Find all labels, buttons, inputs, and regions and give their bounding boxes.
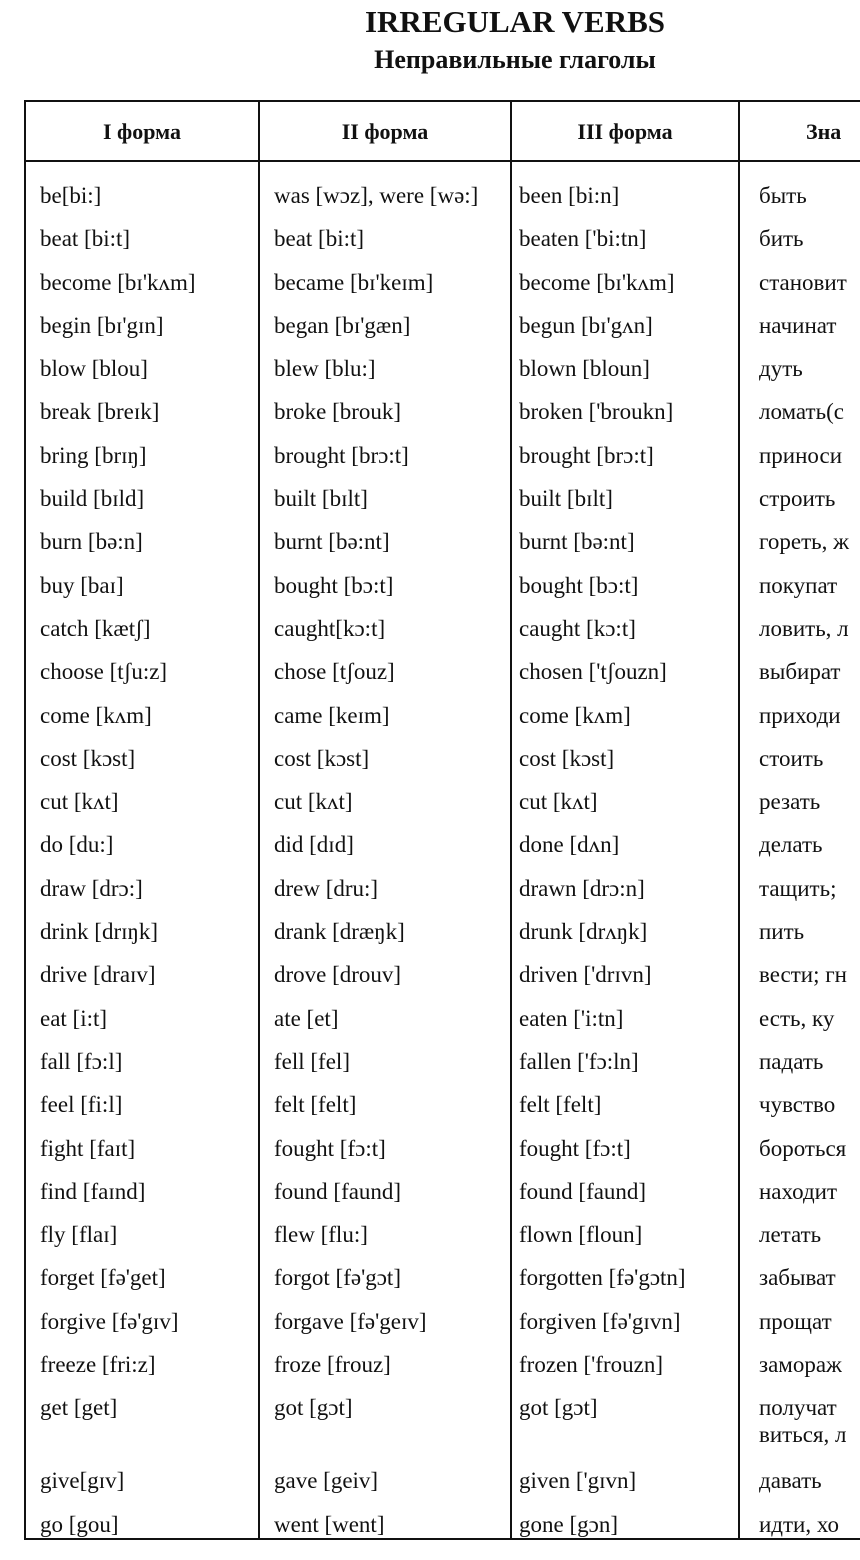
cell-form-2: became [bɪ'keɪm]	[274, 269, 434, 295]
cell-form-2: was [wɔz], were [wə:]	[274, 183, 479, 208]
table-row	[26, 1244, 860, 1291]
table-row	[26, 205, 860, 252]
cell-form-1: begin [bɪ'gɪn]	[40, 312, 164, 338]
page-title: IRREGULAR VERBS	[364, 4, 666, 39]
cell-form-3: found [faund]	[519, 1178, 647, 1204]
cell-meaning: делать	[759, 832, 823, 858]
cell-meaning: забыват	[759, 1265, 836, 1291]
cell-form-1: get [get]	[40, 1395, 118, 1421]
table-row	[26, 1201, 860, 1248]
cell-form-3: come [kʌm]	[519, 702, 631, 728]
table-row	[26, 1331, 860, 1378]
table-row	[26, 465, 860, 512]
cell-form-3: beaten ['bi:tn]	[519, 226, 647, 252]
cell-form-2: did [dɪd]	[274, 832, 354, 858]
cell-form-3: got [gɔt]	[519, 1395, 598, 1421]
cell-form-1: build [bɪld]	[40, 486, 145, 512]
cell-form-2: caught[kɔ:t]	[274, 615, 386, 641]
table-row	[26, 898, 860, 945]
table-row	[26, 1491, 860, 1537]
table-body	[26, 162, 860, 1537]
table-row	[26, 1158, 860, 1204]
cell-form-2: beat [bi:t]	[274, 226, 365, 252]
cell-form-1: give[gɪv]	[40, 1468, 125, 1494]
table-row	[26, 595, 860, 641]
cell-meaning: падать	[759, 1048, 824, 1074]
cell-form-3: broken ['broukn]	[519, 399, 674, 425]
cell-form-3: forgiven [fə'gɪvn]	[519, 1308, 681, 1334]
cell-form-1: find [faɪnd]	[40, 1178, 146, 1204]
cell-form-3: driven ['drɪvn]	[519, 962, 652, 988]
cell-form-2: built [bɪlt]	[274, 486, 368, 512]
table-row	[26, 1447, 860, 1494]
cell-form-3: gone [gɔn]	[519, 1511, 618, 1537]
cell-meaning: замораж	[759, 1352, 842, 1378]
cell-meaning: начинат	[759, 312, 837, 338]
cell-meaning: ловить, л	[759, 615, 849, 641]
cell-form-2: chose [tʃouz]	[274, 659, 395, 685]
cell-meaning: чувство	[759, 1092, 836, 1118]
column-header-form-1: I форма	[102, 119, 182, 144]
cell-form-1: be[bi:]	[40, 183, 102, 208]
cell-form-2: cost [kɔst]	[274, 745, 370, 771]
cell-meaning: стоить	[759, 745, 824, 771]
cell-form-2: forgot [fə'gɔt]	[274, 1265, 401, 1291]
table-row	[26, 249, 860, 295]
cell-meaning: находит	[759, 1178, 838, 1204]
cell-form-1: eat [i:t]	[40, 1005, 108, 1031]
cell-meaning: выбират	[759, 659, 841, 685]
page-subtitle: Неправильные глаголы	[374, 45, 656, 74]
cell-meaning: давать	[759, 1468, 822, 1494]
cell-form-1: feel [fi:l]	[40, 1092, 123, 1118]
cell-form-1: go [gou]	[40, 1511, 119, 1537]
cell-form-1: do [du:]	[40, 832, 114, 858]
cell-form-1: fall [fɔ:l]	[40, 1048, 123, 1074]
table-row	[26, 1288, 860, 1334]
cell-form-1: choose [tʃu:z]	[40, 659, 168, 685]
cell-form-1: forgive [fə'gɪv]	[40, 1308, 179, 1334]
cell-form-2: began [bɪ'gæn]	[274, 312, 411, 338]
cell-meaning: строить	[759, 486, 836, 512]
table-row	[26, 335, 860, 382]
cell-form-3: cost [kɔst]	[519, 745, 615, 771]
table-row	[26, 1028, 860, 1074]
cell-form-2: drove [drouv]	[274, 962, 402, 988]
cell-form-1: buy [baɪ]	[40, 572, 124, 598]
cell-form-1: drive [draɪv]	[40, 962, 156, 988]
table-row	[26, 1374, 860, 1447]
cell-form-3: brought [brɔ:t]	[519, 442, 654, 468]
cell-form-1: forget [fə'get]	[40, 1265, 166, 1291]
table-row	[26, 292, 860, 338]
cell-meaning: бить	[759, 226, 804, 252]
cell-form-2: cut [kʌt]	[274, 789, 353, 815]
cell-form-3: begun [bɪ'gʌn]	[519, 312, 653, 338]
cell-form-1: fight [faɪt]	[40, 1135, 136, 1161]
cell-form-2: found [faund]	[274, 1178, 402, 1204]
cell-form-1: come [kʌm]	[40, 702, 152, 728]
cell-form-1: bring [brɪŋ]	[40, 442, 147, 468]
cell-form-2: fought [fɔ:t]	[274, 1135, 386, 1161]
cell-form-2: gave [geiv]	[274, 1468, 379, 1494]
cell-form-2: got [gɔt]	[274, 1395, 353, 1421]
cell-form-2: broke [brouk]	[274, 399, 402, 425]
table-row	[26, 941, 860, 988]
cell-form-3: caught [kɔ:t]	[519, 615, 636, 641]
cell-meaning: летать	[759, 1222, 822, 1248]
cell-form-1: blow [blou]	[40, 356, 148, 382]
table-row	[26, 855, 860, 901]
cell-form-3: forgotten [fə'gɔtn]	[519, 1265, 686, 1291]
table-row	[26, 1071, 860, 1118]
column-header-form-3: III форма	[577, 119, 673, 144]
cell-form-2: forgave [fə'geɪv]	[274, 1308, 427, 1334]
table-row	[26, 725, 860, 771]
table-row	[26, 162, 860, 208]
cell-form-3: frozen ['frouzn]	[519, 1352, 663, 1378]
cell-form-3: fallen ['fɔ:ln]	[519, 1048, 639, 1074]
table-row	[26, 682, 860, 728]
cell-form-3: flown [floun]	[519, 1222, 643, 1248]
cell-form-2: went [went]	[274, 1511, 385, 1537]
meaning-line: виться, л	[759, 1422, 847, 1448]
table-row	[26, 422, 860, 468]
cell-form-2: flew [flu:]	[274, 1222, 368, 1248]
cell-meaning: приноси	[759, 442, 843, 468]
cell-form-3: drunk [drʌŋk]	[519, 919, 648, 945]
cell-form-3: felt [felt]	[519, 1092, 602, 1118]
cell-form-1: break [breɪk]	[40, 399, 160, 425]
cell-meaning: вести; гн	[759, 962, 847, 988]
cell-form-3: bought [bɔ:t]	[519, 572, 639, 598]
cell-form-3: done [dʌn]	[519, 832, 620, 858]
cell-form-3: built [bɪlt]	[519, 486, 613, 512]
cell-form-2: drew [dru:]	[274, 875, 379, 901]
cell-form-3: been [bi:n]	[519, 183, 620, 208]
cell-form-3: become [bɪ'kʌm]	[519, 269, 675, 295]
cell-form-2: blew [blu:]	[274, 356, 376, 382]
cell-meaning: покупат	[759, 572, 838, 598]
cell-form-2: felt [felt]	[274, 1092, 357, 1118]
cell-form-2: burnt [bə:nt]	[274, 529, 390, 555]
table-row	[26, 768, 860, 815]
table-row	[26, 378, 860, 425]
cell-meaning: дуть	[759, 356, 803, 382]
cell-form-3: fought [fɔ:t]	[519, 1135, 631, 1161]
cell-form-1: drink [drɪŋk]	[40, 919, 159, 945]
cell-form-2: froze [frouz]	[274, 1352, 391, 1378]
column-header-form-2: II форма	[341, 119, 429, 144]
cell-form-1: cost [kɔst]	[40, 745, 136, 771]
cell-form-2: bought [bɔ:t]	[274, 572, 394, 598]
cell-form-1: catch [kætʃ]	[40, 615, 151, 641]
cell-form-3: given ['gɪvn]	[519, 1468, 637, 1494]
cell-form-2: ate [et]	[274, 1005, 339, 1031]
cell-form-1: fly [flaɪ]	[40, 1222, 118, 1248]
cell-form-2: came [keɪm]	[274, 702, 390, 728]
cell-meaning: идти, хо	[759, 1511, 839, 1537]
column-header-meaning: Зна	[806, 119, 842, 144]
table-row	[26, 1115, 860, 1161]
cell-meaning: приходи	[759, 702, 841, 728]
cell-form-3: burnt [bə:nt]	[519, 529, 635, 555]
table-row	[26, 552, 860, 598]
cell-form-3: cut [kʌt]	[519, 789, 598, 815]
cell-meaning: тащить;	[759, 875, 837, 901]
cell-meaning: резать	[759, 789, 821, 815]
table-row	[26, 508, 860, 555]
cell-meaning: ломать(с	[759, 399, 844, 425]
cell-form-1: draw [drɔ:]	[40, 875, 143, 901]
cell-meaning: быть	[759, 183, 807, 208]
cell-meaning: бороться	[759, 1135, 847, 1161]
cell-form-3: blown [bloun]	[519, 356, 650, 382]
table-row	[26, 985, 860, 1031]
cell-meaning: пить	[759, 919, 805, 945]
meaning-line: получат	[759, 1395, 837, 1421]
cell-form-1: cut [kʌt]	[40, 789, 119, 815]
cell-form-3: eaten ['i:tn]	[519, 1005, 624, 1031]
cell-form-1: become [bɪ'kʌm]	[40, 269, 196, 295]
cell-form-3: drawn [drɔ:n]	[519, 875, 645, 901]
cell-meaning: есть, ку	[759, 1005, 835, 1031]
cell-meaning: гореть, ж	[759, 529, 850, 555]
cell-form-3: chosen ['tʃouzn]	[519, 659, 667, 685]
cell-meaning: прощат	[759, 1308, 832, 1334]
cell-form-2: fell [fel]	[274, 1048, 350, 1074]
verbs-table	[24, 100, 860, 1540]
cell-form-1: burn [bə:n]	[40, 529, 143, 555]
table-row	[26, 638, 860, 685]
cell-form-1: freeze [fri:z]	[40, 1352, 156, 1378]
cell-meaning: становит	[759, 269, 847, 295]
cell-meaning	[759, 1374, 860, 1448]
cell-form-2: brought [brɔ:t]	[274, 442, 409, 468]
table-row	[26, 811, 860, 858]
cell-form-2: drank [dræŋk]	[274, 919, 405, 945]
cell-form-1: beat [bi:t]	[40, 226, 131, 252]
